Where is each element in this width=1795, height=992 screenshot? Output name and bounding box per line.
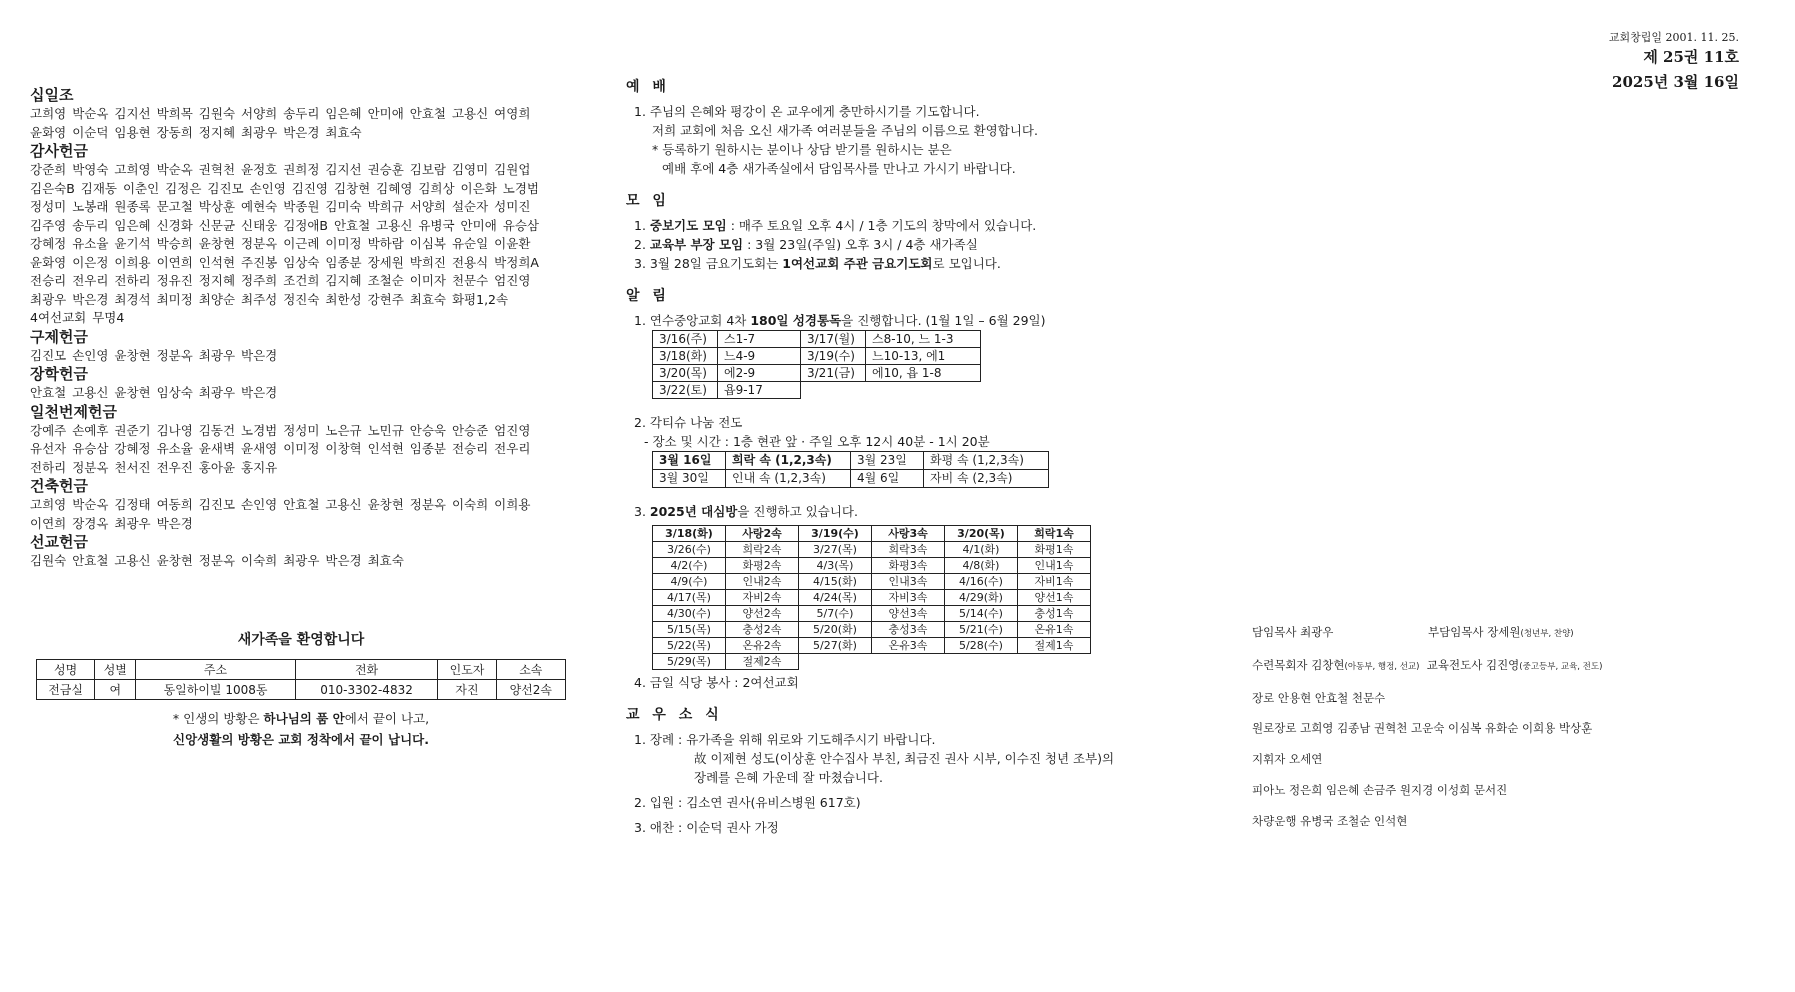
table-cell: 3/18(화) (653, 348, 718, 365)
staff-row-elders: 장로 안용현 안효철 천문수 (1252, 690, 1386, 705)
staff-row-senior-elders: 원로장로 고희영 김종남 권혁천 고운숙 이심복 유화순 이희용 박상훈 (1252, 721, 1593, 736)
meeting-item-1: 1. 중보기도 모임 : 매주 토요일 오후 4시 / 1층 기도의 창막에서 있습니다. (634, 218, 1037, 233)
table-cell: 4/8(화) (945, 558, 1018, 574)
notice-item-4: 4. 금일 식당 봉사 : 2여선교회 (634, 675, 799, 690)
offering-names: 고희영 박순옥 김지선 박희목 김원숙 서양희 송두리 임은혜 안미애 안효철 고용신 여영희 (30, 106, 531, 121)
offering-title: 구제헌금 (30, 327, 88, 346)
table-row (653, 558, 1091, 574)
table-cell: 충성1속 (1018, 606, 1091, 622)
table-row (653, 542, 1091, 558)
notice-item-3: 3. 2025년 대심방을 진행하고 있습니다. (634, 504, 858, 519)
staff-row-ministers: 수련목회자 김창현(아동부, 행정, 선교) 교육전도사 김진영(중고등부, 교육, 전도) (1252, 657, 1603, 672)
welcome-note (36, 708, 566, 750)
table-cell: 양선1속 (1018, 590, 1091, 606)
table-cell: 3/20(목) (653, 365, 718, 382)
worship-item-1: 1. 주님의 은혜와 평강이 온 교우에게 충만하시기를 기도합니다. (634, 104, 980, 119)
table-cell: 3/16(주) (653, 331, 718, 348)
offering-names: 고희영 박순옥 김정태 여동희 김진모 손인영 안효철 고용신 윤창현 정분옥 이숙희 이희용 (30, 497, 531, 512)
table-cell: 희락 속 (1,2,3속) (726, 452, 851, 470)
table-cell: 사랑3속 (872, 526, 945, 542)
table-cell: 인내2속 (726, 574, 799, 590)
founding-date: 교회창립일 2001. 11. 25. (1608, 31, 1739, 44)
offering-names: 김주영 송두리 임은혜 신경화 신문균 신태웅 김정애B 안효철 고용신 유병국 안미애 유승삼 (30, 217, 539, 233)
offering-names: 이연희 장경옥 최광우 박은경 (30, 515, 193, 531)
table-cell: 사랑2속 (726, 526, 799, 542)
column-header: 주소 (136, 660, 295, 680)
table-cell: 충성2속 (726, 622, 799, 638)
table-cell: 5/7(수) (799, 606, 872, 622)
offering-title: 건축헌금 (30, 477, 88, 495)
table-cell: 스8-10, 느 1-3 (866, 331, 981, 348)
table-cell: 희락3속 (872, 542, 945, 558)
table-row (653, 590, 1091, 606)
offering-names: 안효철 고용신 윤창현 임상숙 최광우 박은경 (30, 385, 278, 400)
offering-names: 김원숙 안효철 고용신 윤창현 정분옥 이숙희 최광우 박은경 최효숙 (30, 553, 404, 568)
column-header: 전화 (295, 660, 438, 680)
table-cell: 화평2속 (726, 558, 799, 574)
table-cell: 4/2(수) (653, 558, 726, 574)
volume-number: 제 25권 11호 (1643, 48, 1739, 66)
table-cell: 3/22(토) (653, 382, 718, 399)
table-row (653, 622, 1091, 638)
welcome-section (36, 629, 566, 750)
table-cell: 자진 (438, 680, 496, 700)
worship-note: * 등록하기 원하시는 분이나 상담 받기를 원하시는 분은 (652, 142, 952, 157)
table-cell: 욥9-17 (718, 382, 801, 399)
table-cell: 4/30(수) (653, 606, 726, 622)
table-cell: 3/18(화) (653, 526, 726, 542)
worship-note-line2: 예배 후에 4층 새가족실에서 담임목사를 만나고 가시기 바랍니다. (662, 161, 1016, 176)
table-row (653, 348, 981, 365)
worship-heading: 예 배 (626, 79, 670, 95)
offering-title: 장학헌금 (30, 365, 88, 383)
welcome-note-line2: 신앙생활의 방황은 교회 정착에서 끝이 납니다. (173, 732, 429, 747)
table-cell: 인내3속 (872, 574, 945, 590)
notice-item-1: 1. 연수중앙교회 4차 180일 성경통독을 진행합니다. (1월 1일 – 6월 29일) (634, 313, 1046, 328)
table-cell: 5/14(수) (945, 606, 1018, 622)
table-cell: 3월 16일 (653, 452, 726, 470)
table-cell: 5/22(목) (653, 638, 726, 654)
table-cell: 3/17(월) (801, 331, 866, 348)
column-header: 소속 (496, 660, 565, 680)
table-cell: 010-3302-4832 (295, 680, 438, 700)
offering-names: 정성미 노봉래 원종록 문고철 박상훈 예현숙 박종원 김미숙 박희규 서양희 설순자 성미진 (30, 199, 531, 214)
table-cell: 자비 속 (2,3속) (924, 470, 1049, 488)
table-cell: 4/17(목) (653, 590, 726, 606)
bible-reading-table (652, 330, 981, 399)
welcome-note-line1: * 인생의 방황은 하나님의 품 안에서 끝이 나고, (172, 711, 430, 726)
table-cell: 3/19(수) (801, 348, 866, 365)
offering-names: 강준희 박영숙 고희영 박순옥 권혁천 윤정호 권희정 김지선 권승훈 김보람 김영미 김원업 (30, 162, 531, 177)
table-header-row (37, 660, 566, 680)
table-cell: 인내 속 (1,2,3속) (726, 470, 851, 488)
table-row (37, 680, 566, 700)
table-cell: 3/19(수) (799, 526, 872, 542)
meeting-item-3: 3. 3월 28일 금요기도회는 1여선교회 주관 금요기도회로 모입니다. (634, 256, 1001, 271)
table-cell: 자비3속 (872, 590, 945, 606)
offering-title: 선교헌금 (30, 533, 88, 551)
table-cell: 여 (95, 680, 136, 700)
table-row (653, 654, 1091, 670)
table-cell: 에10, 욥 1-8 (866, 365, 981, 382)
table-row (653, 470, 1049, 488)
table-cell: 절제1속 (1018, 638, 1091, 654)
table-cell: 절제2속 (726, 654, 799, 670)
news-item-1-line2: 故 이제현 성도(이상훈 안수집사 부친, 최금진 권사 시부, 이수진 청년 조부)의 (694, 751, 1115, 766)
staff-row-pastors: 담임목사 최광우 부담임목사 장세원(청년부, 찬양) (1252, 625, 1574, 639)
news-item-1: 1. 장례 : 유가족을 위해 위로와 기도해주시기 바랍니다. (634, 732, 936, 747)
offering-names: 전하리 정분옥 천서진 전우진 홍아윤 홍지유 (30, 459, 278, 475)
column-header: 성별 (95, 660, 136, 680)
table-cell: 4/15(화) (799, 574, 872, 590)
offering-names: 최광우 박은경 최경석 최미정 최양순 최주성 정진숙 최한성 강현주 최효숙 화평1,2속 (30, 291, 509, 307)
table-cell: 화평1속 (1018, 542, 1091, 558)
offering-names: 강예주 손예후 권준기 김나영 김동건 노경범 정성미 노은규 노민규 안승욱 안승준 엄진영 (30, 422, 531, 438)
table-cell: 4월 6일 (851, 470, 924, 488)
column-header: 성명 (37, 660, 95, 680)
table-cell: 온유3속 (872, 638, 945, 654)
bulletin-date: 2025년 3월 16일 (1612, 73, 1739, 91)
table-row (653, 382, 981, 399)
table-cell: 4/24(목) (799, 590, 872, 606)
table-cell: 자비1속 (1018, 574, 1091, 590)
worship-item-1-line2: 저희 교회에 처음 오신 새가족 여러분들을 주님의 이름으로 환영합니다. (652, 123, 1038, 138)
table-cell: 온유1속 (1018, 622, 1091, 638)
table-cell: 화평 속 (1,2,3속) (924, 452, 1049, 470)
table-cell: 4/3(목) (799, 558, 872, 574)
table-cell: 동일하이빌 1008동 (136, 680, 295, 700)
table-cell: 5/27(화) (799, 638, 872, 654)
table-cell: 희락1속 (1018, 526, 1091, 542)
table-cell: 4/1(화) (945, 542, 1018, 558)
table-cell: 4/29(화) (945, 590, 1018, 606)
table-cell: 양선2속 (726, 606, 799, 622)
table-row (653, 638, 1091, 654)
offering-title: 일천번제헌금 (30, 402, 117, 421)
table-cell: 3/21(금) (801, 365, 866, 382)
news-item-2: 2. 입원 : 김소연 권사(유비스병원 617호) (634, 795, 861, 810)
notice-heading: 알 림 (626, 288, 670, 304)
offering-names: 김진모 손인영 윤창현 정분옥 최광우 박은경 (30, 347, 278, 363)
table-cell: 3월 30일 (653, 470, 726, 488)
staff-row-conductor: 지휘자 오세연 (1252, 752, 1323, 767)
offering-names: 윤화영 이순덕 임용현 장동희 정지혜 최광우 박은경 최효숙 (30, 124, 362, 140)
table-cell: 4/16(수) (945, 574, 1018, 590)
staff-row-piano: 피아노 정은희 임은혜 손금주 원지경 이성희 문서진 (1252, 782, 1508, 797)
tissue-schedule-table (652, 451, 1049, 488)
notice-item-2: 2. 각티슈 나눔 전도 (634, 415, 743, 430)
news-heading: 교 우 소 식 (626, 707, 723, 723)
notice-item-2-detail: - 장소 및 시간 : 1층 현관 앞 · 주일 오후 12시 40분 - 1시 20분 (644, 434, 990, 449)
table-cell: 5/29(목) (653, 654, 726, 670)
table-cell: 3/27(목) (799, 542, 872, 558)
table-cell: 5/21(수) (945, 622, 1018, 638)
table-cell: 5/20(화) (799, 622, 872, 638)
table-cell: 화평3속 (872, 558, 945, 574)
table-cell: 느4-9 (718, 348, 801, 365)
table-cell: 5/15(목) (653, 622, 726, 638)
table-cell: 에2-9 (718, 365, 801, 382)
offering-names: 유선자 유승삼 강혜정 유소율 윤새벽 윤새영 이미정 이창혁 인석현 임종분 전승리 전우리 (30, 441, 531, 456)
table-cell: 충성3속 (872, 622, 945, 638)
staff-section (1252, 617, 1602, 837)
offering-names: 강혜정 유소율 윤기석 박승희 윤창현 정분옥 이근례 이미정 박하람 이심복 유순일 이윤환 (30, 236, 531, 251)
table-row (653, 365, 981, 382)
table-cell: 전금실 (37, 680, 95, 700)
table-cell: 양선3속 (872, 606, 945, 622)
table-header-row (653, 526, 1091, 542)
table-cell: 3월 23일 (851, 452, 924, 470)
table-cell: 온유2속 (726, 638, 799, 654)
table-cell: 4/9(수) (653, 574, 726, 590)
table-cell: 양선2속 (496, 680, 565, 700)
offering-names: 윤화영 이은정 이희용 이연희 인석현 주진봉 임상숙 임종분 장세원 박희진 전용식 박정희A (30, 254, 539, 270)
staff-row-drivers: 차량운행 유병국 조철순 인석현 (1252, 813, 1408, 828)
meeting-item-2: 2. 교육부 부장 모임 : 3월 23일(주일) 오후 3시 / 4층 새가족실 (634, 237, 978, 252)
table-row (653, 574, 1091, 590)
table-cell: 자비2속 (726, 590, 799, 606)
announcements-column (626, 76, 1226, 837)
table-row (653, 606, 1091, 622)
table-cell: 3/26(수) (653, 542, 726, 558)
offering-title: 감사헌금 (30, 142, 88, 160)
column-header: 인도자 (438, 660, 496, 680)
meeting-heading: 모 임 (626, 193, 670, 209)
bulletin-header (1609, 30, 1739, 95)
welcome-title: 새가족을 환영합니다 (237, 632, 365, 648)
offering-names: 김은숙B 김재동 이춘인 김정은 김진모 손인영 김진영 김창현 김혜영 김희상 이은화 노경범 (30, 180, 539, 196)
table-cell: 희락2속 (726, 542, 799, 558)
offerings-section (30, 86, 590, 571)
table-cell: 인내1속 (1018, 558, 1091, 574)
offering-title: 십일조 (30, 86, 74, 104)
table-cell: 스1-7 (718, 331, 801, 348)
news-item-1-line3: 장례를 은혜 가운데 잘 마쳤습니다. (694, 770, 883, 785)
table-cell: 3/20(목) (945, 526, 1018, 542)
table-cell: 5/28(수) (945, 638, 1018, 654)
offering-names: 4여선교회 무명4 (30, 310, 125, 325)
table-row (653, 331, 981, 348)
news-item-3: 3. 애찬 : 이순덕 권사 가정 (634, 820, 779, 835)
offering-names: 전승리 전우리 전하리 정유진 정지혜 정주희 조건희 김지혜 조철순 이미자 천문수 엄진영 (30, 273, 531, 288)
table-row (653, 452, 1049, 470)
visitation-table (652, 525, 1091, 670)
table-cell: 느10-13, 에1 (866, 348, 981, 365)
new-family-table (36, 659, 566, 700)
